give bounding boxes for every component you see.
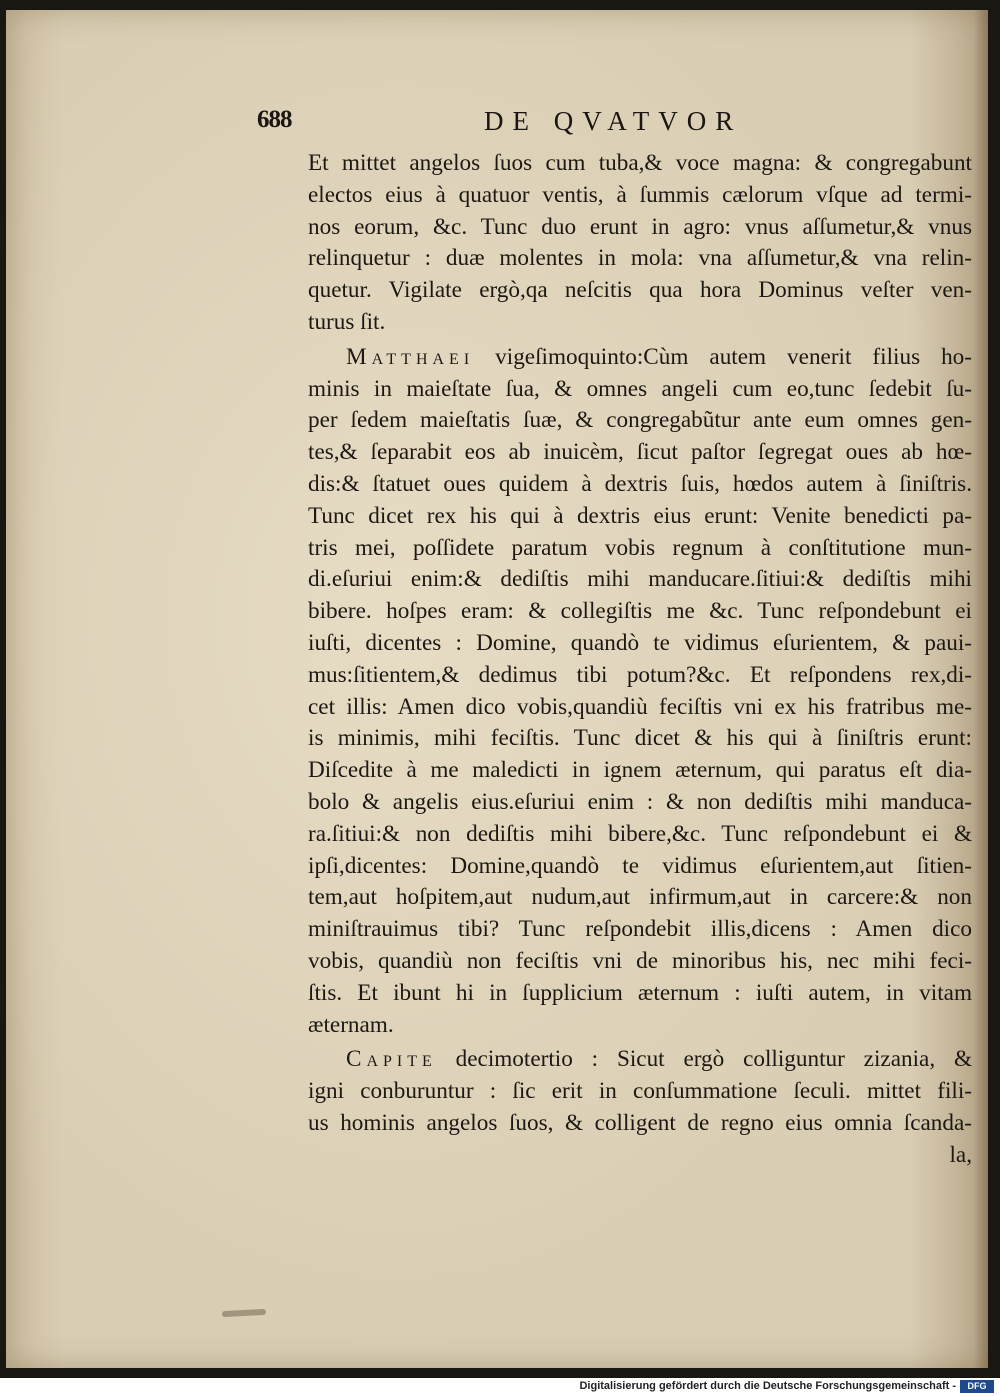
text-line: dis:& ſtatuet oues quidem à dextris ſuis, hœdos autem à ſiniſtris. bbox=[308, 470, 972, 497]
text-line: electos eius à quatuor ventis, à ſummis cælorum vſque ad termi- bbox=[308, 181, 972, 208]
smallcaps-word: Capite bbox=[346, 1046, 437, 1073]
running-head: DE QVATVOR bbox=[484, 106, 743, 136]
body-text bbox=[308, 148, 972, 1172]
page-number: 688 bbox=[257, 106, 292, 133]
text-line: bolo & angelis eius.eſuriui enim : & non dediſtis mihi manduca- bbox=[308, 788, 972, 815]
page-edge bbox=[974, 10, 988, 1368]
text-line: ſtis. Et ibunt hi in ſupplicium æternum : iuſti autem, in vitam bbox=[308, 979, 972, 1006]
text-line: iuſti, dicentes : Domine, quandò te vidimus eſurientem, & paui- bbox=[308, 629, 972, 656]
text-line: miniſtrauimus tibi? Tunc reſpondebit illis,dicens : Amen dico bbox=[308, 916, 972, 943]
text-line: cet illis: Amen dico vobis,quandiù feciſtis vni ex his fratribus me- bbox=[308, 693, 972, 720]
text-line: Et mittet angelos ſuos cum tuba,& voce magna: & congregabunt bbox=[308, 150, 972, 176]
text-line: di.eſuriui enim:& dediſtis mihi manducare.ſitiui:& dediſtis mihi bbox=[308, 566, 972, 593]
text-line-remainder: decimotertio : Sicut ergò colliguntur zizania, & bbox=[455, 1046, 972, 1073]
text-line: quetur. Vigilate ergò,qa neſcitis qua hora Dominus veſter ven- bbox=[308, 277, 972, 304]
catchword: la, bbox=[949, 1141, 972, 1168]
text-line: us hominis angelos ſuos, & colligent de regno eius omnia ſcanda- bbox=[308, 1109, 972, 1136]
paragraph-start-line bbox=[308, 1044, 972, 1076]
dfg-logo: DFG bbox=[960, 1380, 994, 1393]
smallcaps-word: Matthaei bbox=[346, 343, 475, 370]
text-line-remainder: vigeſimoquinto:Cùm autem venerit filius ho- bbox=[495, 343, 972, 370]
text-line: ipſi,dicentes: Domine,quandò te vidimus eſurientem,aut ſitien- bbox=[308, 852, 972, 879]
text-line: vobis, quandiù non feciſtis vni de minoribus his, nec mihi feci- bbox=[308, 947, 972, 974]
text-line: æternam. bbox=[308, 1011, 394, 1038]
page-header bbox=[6, 106, 988, 146]
text-line: bibere. hoſpes eram: & collegiſtis me &c. Tunc reſpondebunt ei bbox=[308, 598, 972, 625]
text-line: Diſcedite à me maledicti in ignem æternum, qui paratus eſt dia- bbox=[308, 757, 972, 784]
text-line: igni conburuntur : ſic erit in conſummatione ſeculi. mittet fili- bbox=[308, 1078, 972, 1105]
text-line: minis in maieſtate ſua, & omnes angeli cum eo,tunc ſedebit ſu- bbox=[308, 375, 972, 402]
paragraph-start-line bbox=[308, 342, 972, 374]
text-line: is minimis, mihi feciſtis. Tunc dicet & his qui à ſiniſtris erunt: bbox=[308, 725, 972, 752]
digitization-credit: Digitalisierung gefördert durch die Deutsche Forschungsgemeinschaft - bbox=[579, 1380, 956, 1392]
text-line: tes,& ſeparabit eos ab inuicèm, ſicut paſtor ſegregat oues ab hœ- bbox=[308, 439, 972, 466]
text-line: ra.ſitiui:& non dediſtis mihi bibere,&c. Tunc reſpondebunt ei & bbox=[308, 820, 972, 847]
ink-smudge bbox=[222, 1309, 266, 1317]
text-line: mus:ſitientem,& dedimus tibi potum?&c. Et reſpondens rex,di- bbox=[308, 661, 972, 688]
book-page bbox=[6, 10, 988, 1368]
text-line: turus ſit. bbox=[308, 308, 386, 335]
text-line: per ſedem maieſtatis ſuæ, & congregabũtur ante eum omnes gen- bbox=[308, 407, 972, 434]
text-line: Tunc dicet rex his qui à dextris eius erunt: Venite benedicti pa- bbox=[308, 502, 972, 529]
text-line: relinquetur : duæ molentes in mola: vna aſſumetur,& vna relin- bbox=[308, 245, 972, 272]
text-line: nos eorum, &c. Tunc duo erunt in agro: vnus aſſumetur,& vnus bbox=[308, 213, 972, 240]
text-line: tem,aut hoſpitem,aut nudum,aut infirmum,aut in carcere:& non bbox=[308, 884, 972, 911]
text-line: tris mei, poſſidete paratum vobis regnum à conſtitutione mun- bbox=[308, 534, 972, 561]
